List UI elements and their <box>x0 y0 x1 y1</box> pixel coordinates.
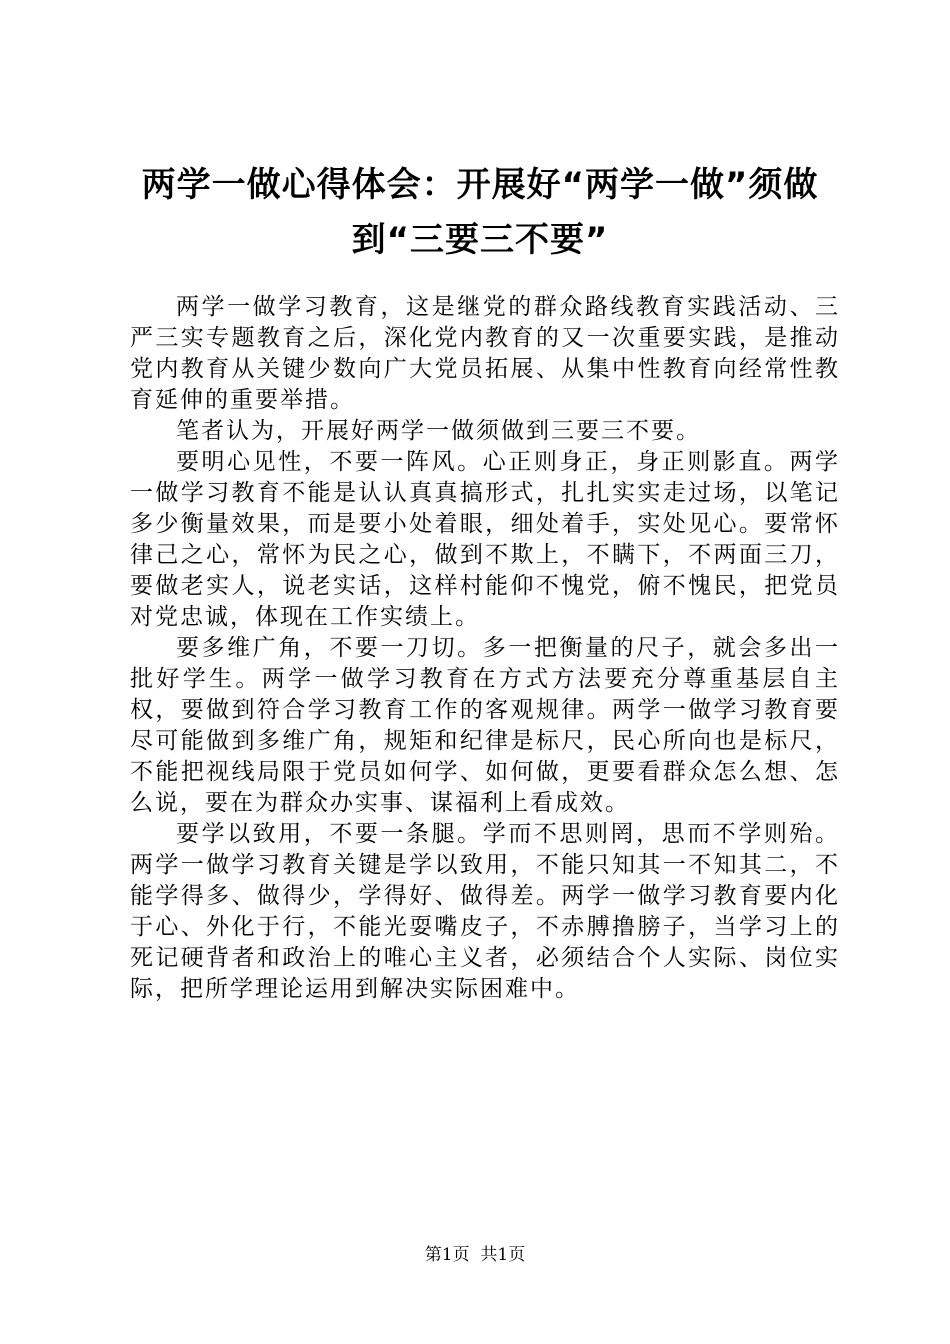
paragraph-point-3: 要学以致用，不要一条腿。学而不思则罔，思而不学则殆。两学一做学习教育关键是学以致用，不能只知其一不知其二，不能学得多、做得少，学得好、做得差。两学一做学习教育要内化于心、外化于行，不能光耍嘴皮子，不赤膊撸膀子，当学习上的死记硬背者和政治上的唯心主义者，必须结合个人实际、岗位实际，把所学理论运用到解决实际困难中。 <box>130 821 840 1002</box>
paragraph-point-1: 要明心见性，不要一阵风。心正则身正，身正则影直。两学一做学习教育不能是认认真真搞形式，扎扎实实走过场，以笔记多少衡量效果，而是要小处着眼，细处着手，实处见心。要常怀律己之心，常怀为民之心，做到不欺上，不瞒下，不两面三刀，要做老实人，说老实话，这样村能仰不愧党，俯不愧民，把党员对党忠诚，体现在工作实绩上。 <box>130 449 840 630</box>
paragraph-intro: 两学一做学习教育，这是继党的群众路线教育实践活动、三严三实专题教育之后，深化党内教育的又一次重要实践，是推动党内教育从关键少数向广大党员拓展、从集中性教育向经常性教育延伸的重要举措。 <box>130 294 840 413</box>
document-title <box>120 158 840 268</box>
paragraph-thesis: 笔者认为，开展好两学一做须做到三要三不要。 <box>176 418 701 444</box>
title-line-1: 两学一做心得体会：开展好“两学一做”须做 <box>141 165 819 205</box>
paragraph-point-2: 要多维广角，不要一刀切。多一把衡量的尺子，就会多出一批好学生。两学一做学习教育在方式方法要充分尊重基层自主权，要做到符合学习教育工作的客观规律。两学一做学习教育要尽可能做到多维广角，规矩和纪律是标尺，民心所向也是标尺，不能把视线局限于党员如何学、如何做，更要看群众怎么想、怎么说，要在为群众办实事、谋福利上看成效。 <box>130 635 840 816</box>
document-body <box>130 292 840 1005</box>
page-footer <box>0 1243 950 1267</box>
page-number: 第1页 共1页 <box>424 1245 526 1265</box>
title-line-2: 到“三要三不要” <box>351 220 609 260</box>
